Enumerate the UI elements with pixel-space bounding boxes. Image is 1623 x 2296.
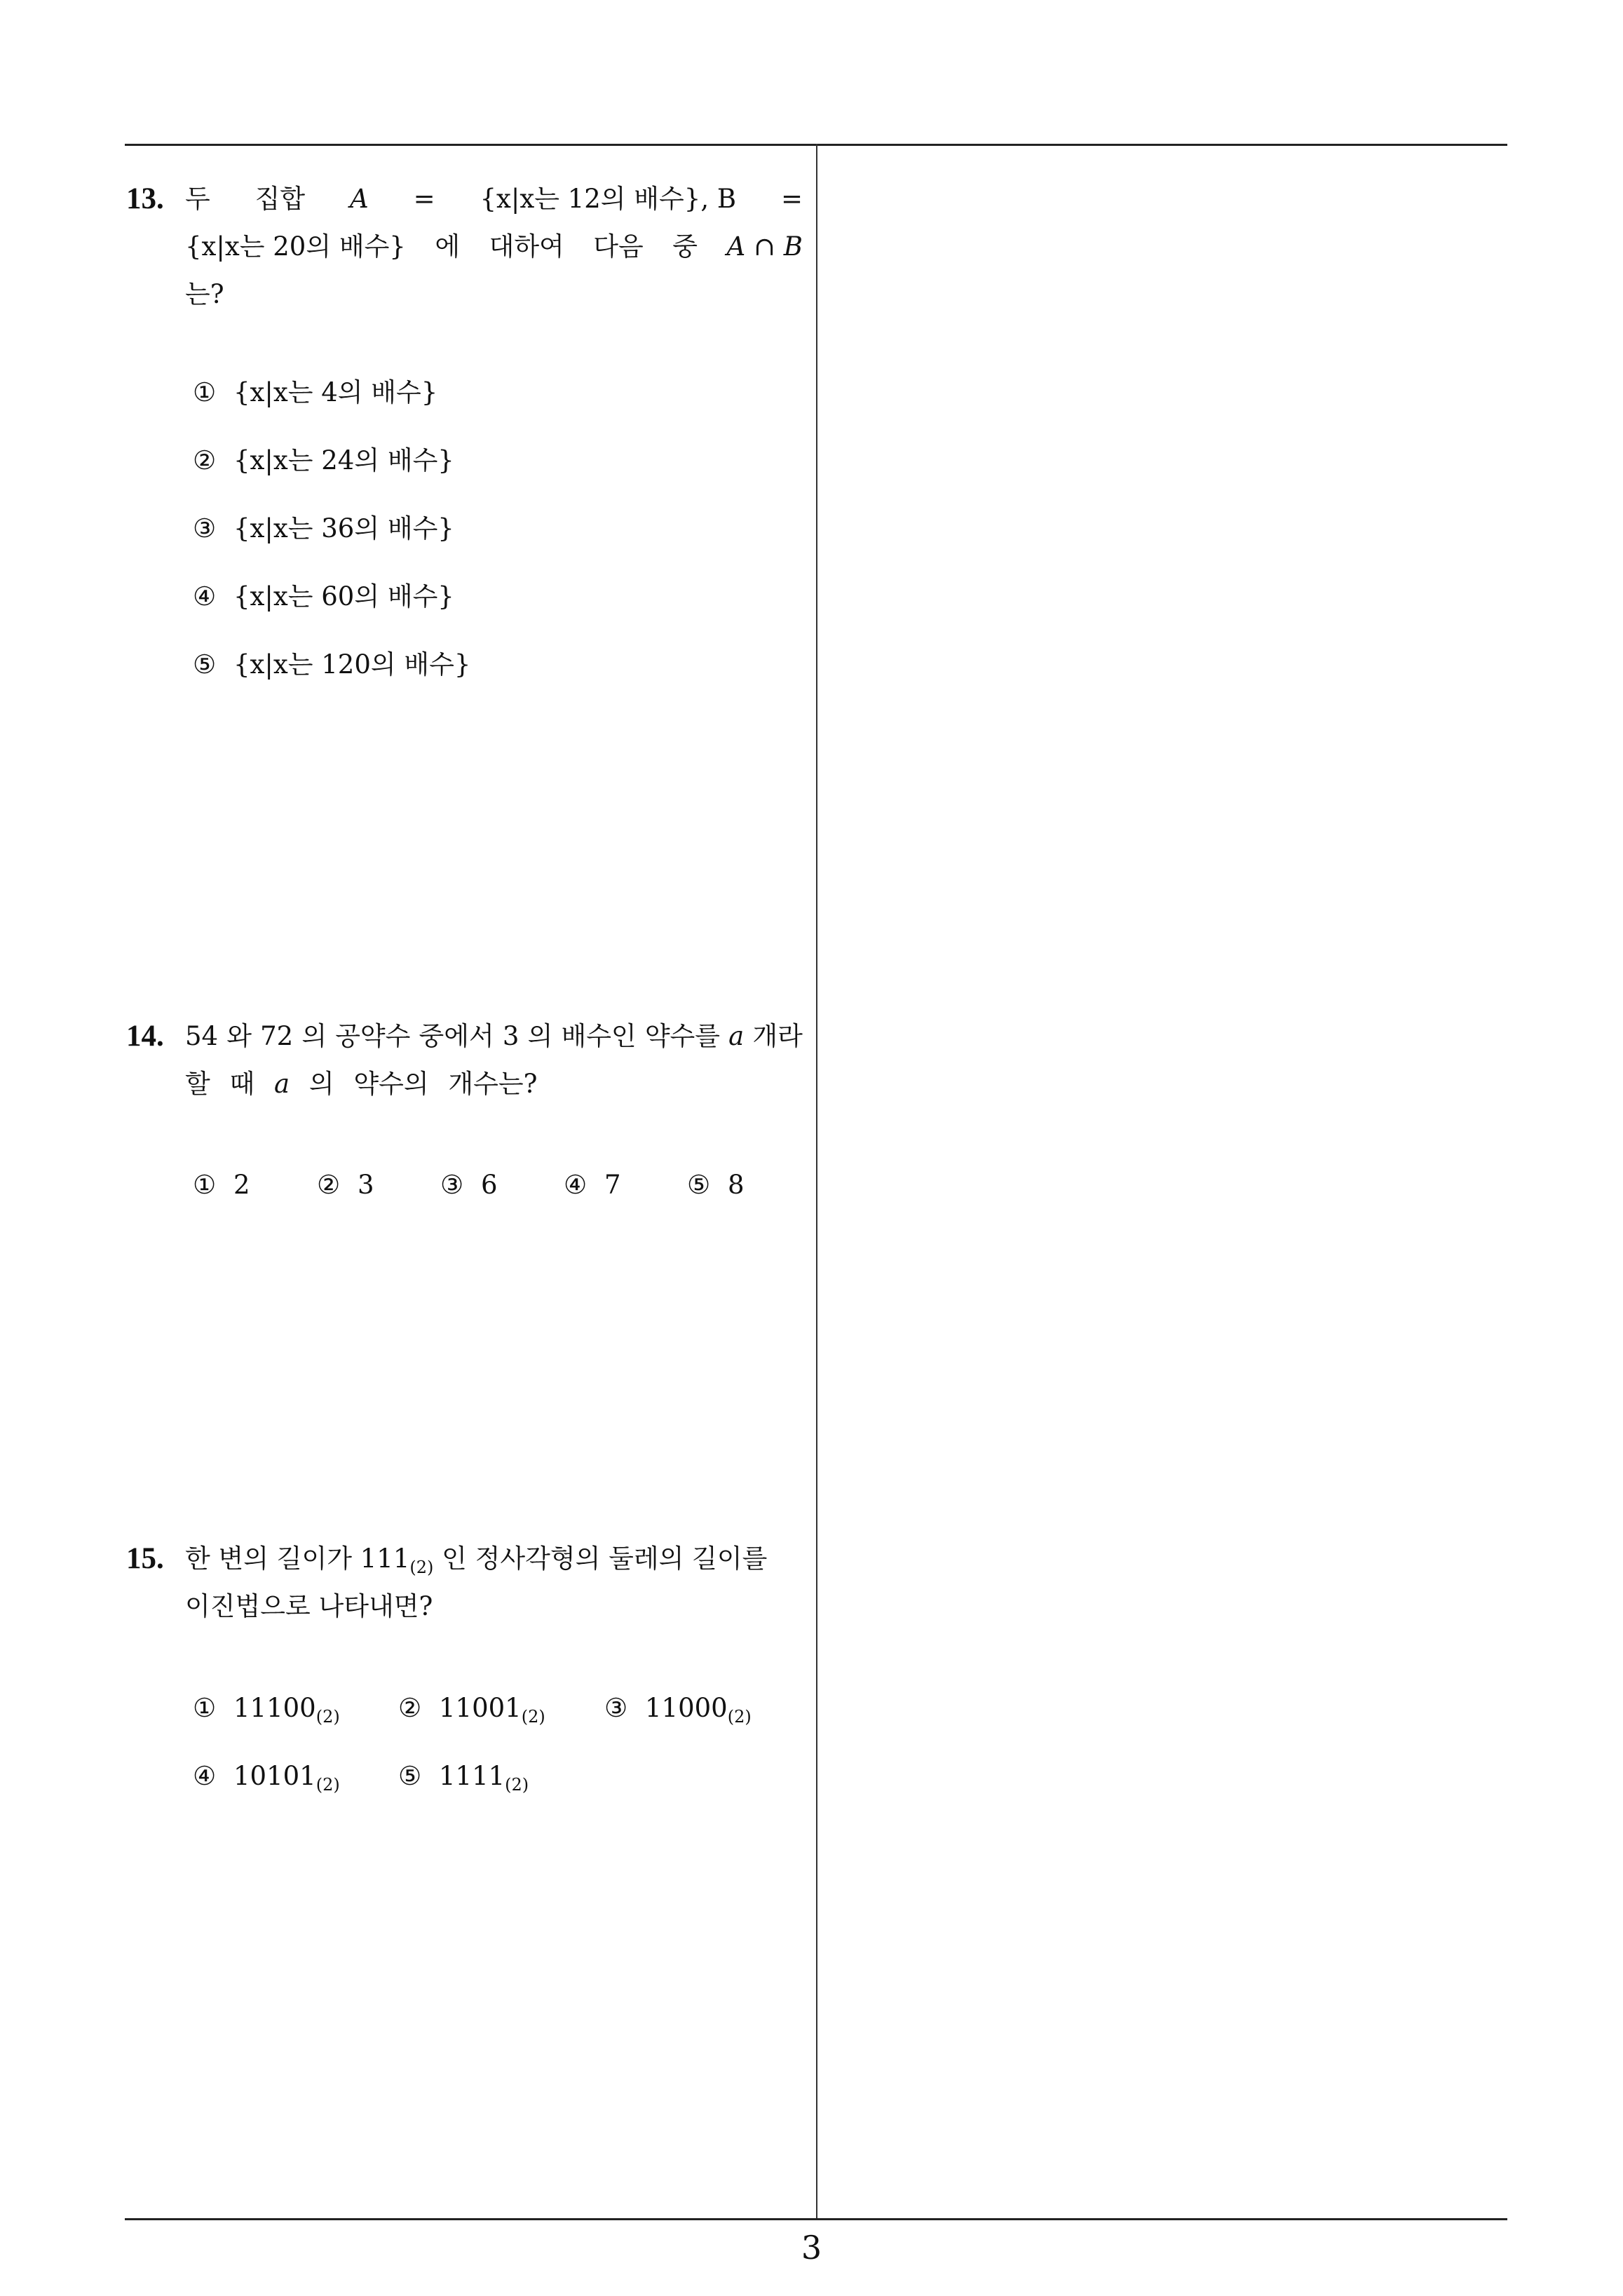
choice-text: 10101 bbox=[233, 1761, 316, 1791]
choice-text: 7 bbox=[604, 1170, 621, 1200]
base-subscript: (2) bbox=[521, 1707, 545, 1727]
question-text-word: 집합 bbox=[254, 184, 306, 214]
choice-mark: ⑤ bbox=[687, 1170, 711, 1200]
choice-text: {x|x는 24의 배수} bbox=[233, 445, 454, 475]
question-13-line-1 bbox=[126, 175, 803, 223]
choice-mark: ⑤ bbox=[193, 649, 217, 680]
base-subscript: (2) bbox=[727, 1707, 752, 1727]
choice-text: 2 bbox=[233, 1170, 250, 1200]
math-expression: A ∩ B bbox=[726, 231, 803, 262]
question-number: 14. bbox=[126, 1020, 164, 1053]
column-divider bbox=[816, 144, 817, 2218]
question-text-word: 중에서 bbox=[419, 1021, 494, 1051]
base-subscript: (2) bbox=[315, 1707, 340, 1727]
choice-option[interactable] bbox=[398, 1755, 529, 1797]
math-symbol: = bbox=[780, 184, 803, 214]
question-text-word: 공약수 bbox=[335, 1021, 411, 1051]
base-subscript: (2) bbox=[505, 1775, 529, 1795]
question-text-word: 할 bbox=[185, 1069, 210, 1099]
question-text: 한 변의 길이가 111 bbox=[185, 1544, 410, 1574]
question-text-word: 대하여 bbox=[489, 231, 564, 262]
choice-option[interactable] bbox=[193, 644, 470, 686]
choice-mark: ② bbox=[398, 1693, 422, 1723]
question-13 bbox=[126, 175, 803, 318]
choice-text: {x|x는 36의 배수} bbox=[233, 513, 454, 543]
question-text-word: 54 bbox=[185, 1021, 219, 1051]
choice-option[interactable] bbox=[687, 1164, 745, 1206]
choice-mark: ② bbox=[193, 445, 217, 475]
choice-mark: ④ bbox=[564, 1170, 588, 1200]
set-expression: {x|x는 12의 배수}, B bbox=[480, 184, 737, 214]
math-variable: a bbox=[274, 1069, 290, 1099]
question-text-word: 약수의 bbox=[353, 1069, 429, 1099]
question-15 bbox=[126, 1535, 803, 1630]
question-text-word: 중 bbox=[672, 231, 698, 262]
choice-text: 11001 bbox=[439, 1693, 522, 1723]
question-text-word: 두 bbox=[185, 184, 210, 214]
choice-option[interactable] bbox=[193, 1755, 340, 1797]
question-text-word: 다음 bbox=[593, 231, 644, 262]
choice-mark: ③ bbox=[440, 1170, 464, 1200]
choice-text: {x|x는 4의 배수} bbox=[233, 377, 438, 407]
question-text-word: 는? bbox=[185, 279, 224, 309]
choice-mark: ② bbox=[317, 1170, 341, 1200]
choice-text: 8 bbox=[728, 1170, 745, 1200]
question-text-word: 개라 bbox=[752, 1021, 803, 1051]
question-number: 15. bbox=[126, 1542, 164, 1575]
choice-mark: ① bbox=[193, 1693, 217, 1723]
question-text-word: 때 bbox=[229, 1069, 255, 1099]
choice-mark: ⑤ bbox=[398, 1761, 422, 1791]
question-14-line-2 bbox=[126, 1060, 803, 1108]
question-text-word: 의 bbox=[301, 1021, 327, 1051]
math-symbol: = bbox=[413, 184, 435, 214]
question-number: 13. bbox=[126, 182, 164, 215]
choice-option[interactable] bbox=[193, 1687, 340, 1729]
math-symbol: A bbox=[349, 184, 369, 214]
choice-text: 3 bbox=[358, 1170, 374, 1200]
question-13-line-2 bbox=[126, 223, 803, 271]
math-variable: a bbox=[728, 1021, 745, 1051]
question-text: 인 정사각형의 둘레의 길이를 bbox=[433, 1544, 768, 1574]
choice-mark: ③ bbox=[193, 513, 217, 543]
choice-option[interactable] bbox=[564, 1164, 621, 1206]
choice-text: 11100 bbox=[233, 1693, 316, 1723]
question-15-line-1 bbox=[126, 1535, 803, 1583]
base-subscript: (2) bbox=[409, 1558, 434, 1577]
question-text-word: 의 bbox=[527, 1021, 553, 1051]
choice-text: 6 bbox=[481, 1170, 498, 1200]
choice-option[interactable] bbox=[193, 1164, 250, 1206]
choice-option[interactable] bbox=[398, 1687, 545, 1729]
question-13-line-3 bbox=[126, 271, 803, 318]
question-text-word: 에 bbox=[435, 231, 461, 262]
question-14-line-1 bbox=[126, 1013, 803, 1060]
choice-mark: ① bbox=[193, 377, 217, 407]
question-14 bbox=[126, 1013, 803, 1108]
question-text-word: 72 bbox=[260, 1021, 294, 1051]
choice-option[interactable] bbox=[604, 1687, 752, 1729]
choice-mark: ④ bbox=[193, 581, 217, 612]
choice-mark: ④ bbox=[193, 1761, 217, 1791]
choice-mark: ③ bbox=[604, 1693, 628, 1723]
question-text-word: 3 bbox=[502, 1021, 520, 1051]
base-subscript: (2) bbox=[315, 1775, 340, 1795]
choice-option[interactable] bbox=[317, 1164, 374, 1206]
question-text-word: 개수는? bbox=[448, 1069, 538, 1099]
question-text-word: 의 bbox=[308, 1069, 334, 1099]
choice-option[interactable] bbox=[440, 1164, 498, 1206]
choice-text: 11000 bbox=[645, 1693, 728, 1723]
page-number: 3 bbox=[801, 2229, 822, 2267]
choice-option[interactable] bbox=[193, 508, 454, 550]
question-text-word: 약수를 bbox=[644, 1021, 721, 1051]
question-text-word: 배수인 bbox=[561, 1021, 637, 1051]
question-15-line-2 bbox=[126, 1583, 803, 1630]
choice-option[interactable] bbox=[193, 440, 454, 482]
choice-text: {x|x는 60의 배수} bbox=[233, 581, 454, 612]
question-text: 이진법으로 나타내면? bbox=[185, 1591, 433, 1621]
footer-rule bbox=[125, 2218, 1507, 2220]
choice-mark: ① bbox=[193, 1170, 217, 1200]
choice-option[interactable] bbox=[193, 576, 454, 618]
choice-text: {x|x는 120의 배수} bbox=[233, 649, 471, 680]
question-text-word: 와 bbox=[226, 1021, 252, 1051]
set-expression: {x|x는 20의 배수} bbox=[185, 231, 406, 262]
choice-text: 1111 bbox=[439, 1761, 505, 1791]
choice-option[interactable] bbox=[193, 372, 437, 414]
